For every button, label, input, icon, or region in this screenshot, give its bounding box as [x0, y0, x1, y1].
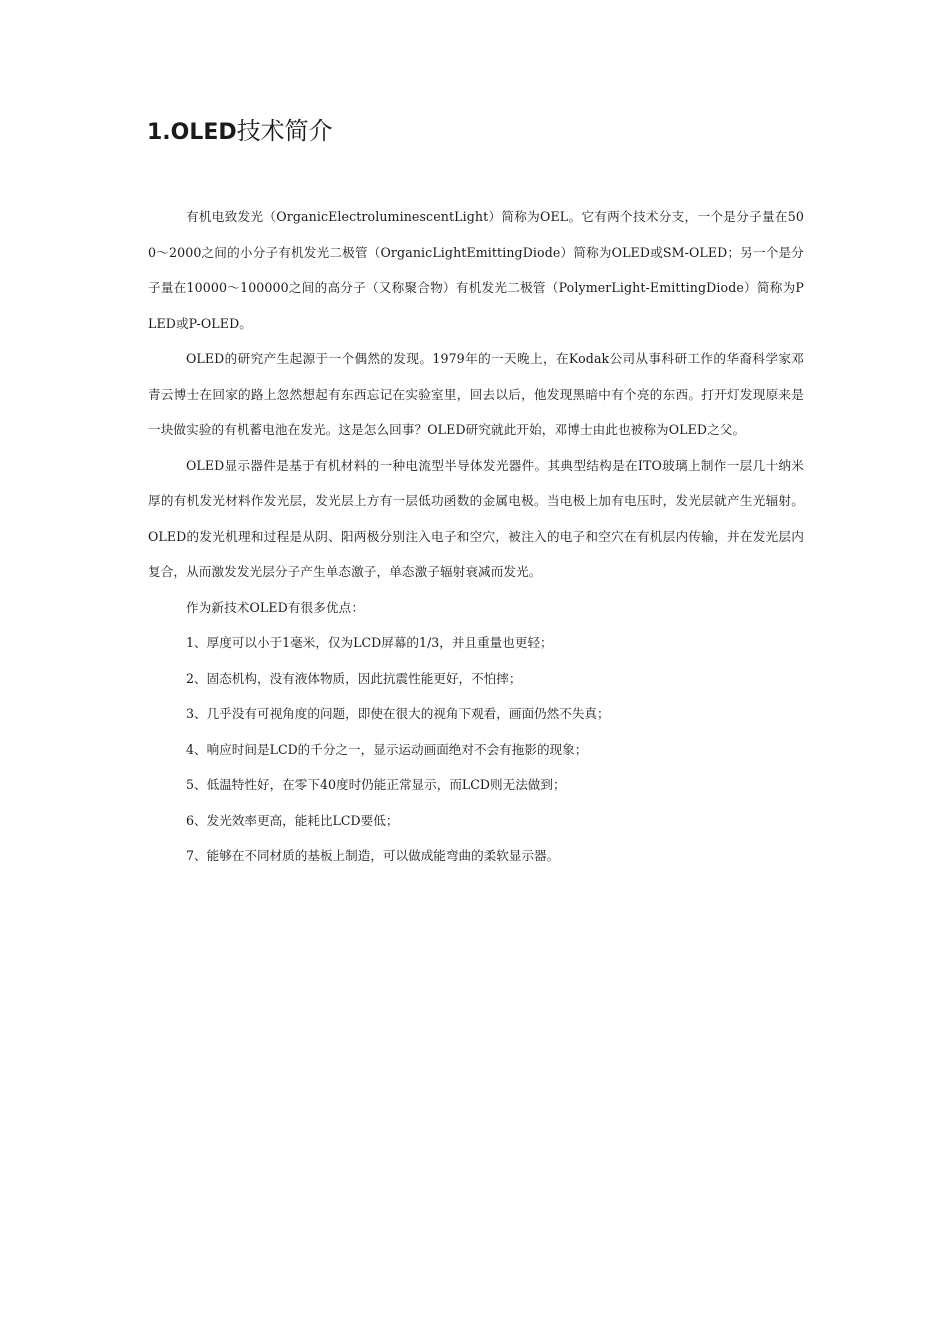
advantage-item: 3、几乎没有可视角度的问题，即使在很大的视角下观看，画面仍然不失真；	[186, 706, 610, 721]
title-number: 1.OLED	[147, 120, 237, 145]
title-text: 技术简介	[236, 117, 333, 145]
paragraph-oled-structure: OLED显示器件是基于有机材料的一种电流型半导体发光器件。其典型结构是在ITO玻璃上制作一层几十纳米厚的有机发光材料作发光层，发光层上方有一层低功函数的金属电极。当电极上加有电压时，发光层就产生光辐射。OLED的发光机理和过程是从阴、阳两极分别注入电子和空穴，被注入的电子和空穴在有机层内传输，并在发光层内复合，从而激发发光层分子产生单态激子，单态激子辐射衰减而发光。	[148, 457, 804, 579]
advantage-item: 7、能够在不同材质的基板上制造，可以做成能弯曲的柔软显示器。	[186, 848, 560, 863]
page-title	[147, 113, 333, 151]
advantage-item: 4、响应时间是LCD的千分之一，显示运动画面绝对不会有拖影的现象；	[186, 741, 588, 757]
advantage-item: 1、厚度可以小于1毫米，仅为LCD屏幕的1/3，并且重量也更轻；	[186, 635, 553, 650]
paragraph-advantages-intro: 作为新技术OLED有很多优点：	[186, 599, 365, 615]
paragraph-oel-intro: 有机电致发光（OrganicElectroluminescentLight）简称为OEL。它有两个技术分支，一个是分子量在500～2000之间的小分子有机发光二极管（OrganicLightEmittingDiode）简称为OLED或SM-OLED；另一个是分子量在10000～100000之间的高分子（又称聚合物）有机发光二极管（PolymerLight-EmittingDiode）简称为PLED或P-OLED。	[148, 209, 804, 331]
body-text	[148, 199, 804, 874]
advantage-item: 5、低温特性好，在零下40度时仍能正常显示，而LCD则无法做到；	[186, 777, 566, 792]
advantage-item: 2、固态机构，没有液体物质，因此抗震性能更好，不怕摔；	[186, 670, 522, 686]
paragraph-oled-history: OLED的研究产生起源于一个偶然的发现。1979年的一天晚上，在Kodak公司从事科研工作的华裔科学家邓青云博士在回家的路上忽然想起有东西忘记在实验室里，回去以后，他发现黑暗中有个亮的东西。打开灯发现原来是一块做实验的有机蓄电池在发光。这是怎么回事？OLED研究就此开始，邓博士由此也被称为OLED之父。	[148, 351, 804, 437]
advantage-item: 6、发光效率更高，能耗比LCD要低；	[186, 812, 399, 828]
